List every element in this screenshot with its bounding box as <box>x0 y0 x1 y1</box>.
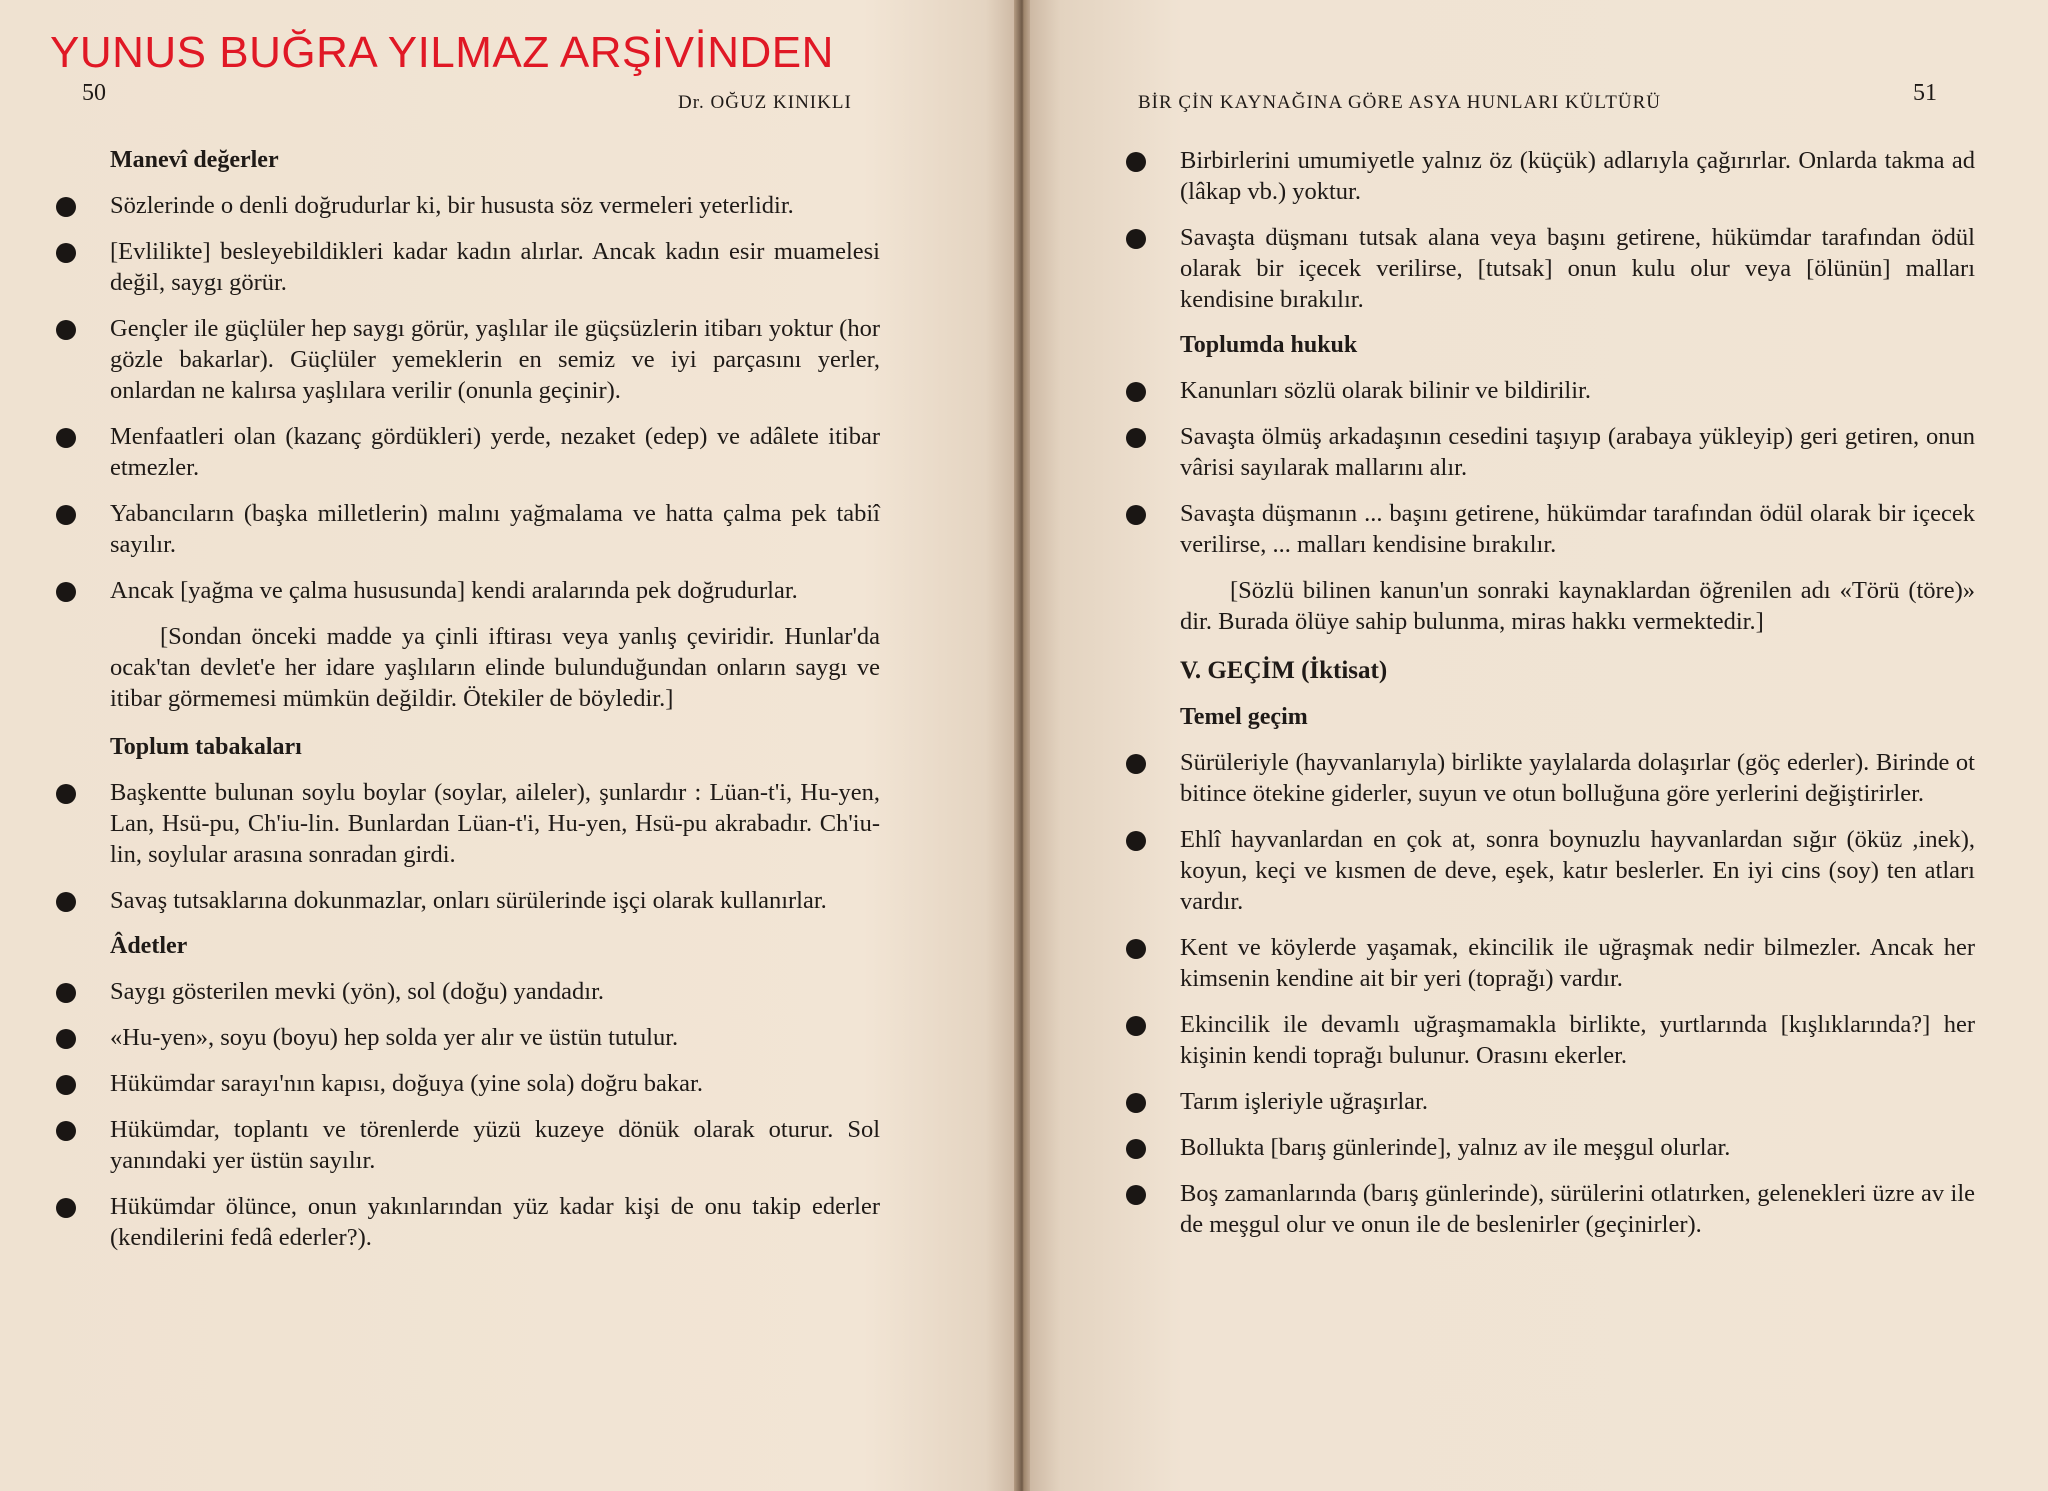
bullet-icon <box>56 1121 76 1141</box>
list-item <box>1180 1178 1975 1240</box>
list-item <box>1180 1132 1975 1163</box>
list-item <box>1180 747 1975 809</box>
list-item-text: «Hu-yen», soyu (boyu) hep solda yer alır ve üstün tutulur. <box>110 1024 679 1051</box>
list-item <box>110 190 880 221</box>
list-item <box>110 1068 880 1099</box>
list-item <box>1180 1009 1975 1071</box>
list-item-text: Savaşta düşmanın ... başını getirene, hükümdar tarafından ödül olarak bir içecek verilirse, ... malları kendisine bırakılır. <box>1180 500 1975 558</box>
list-item <box>110 498 880 560</box>
list-item <box>110 777 880 870</box>
subsection-heading: Temel geçim <box>1180 704 1308 730</box>
bullet-list <box>1180 747 1975 1240</box>
page-content <box>110 145 880 1268</box>
list-item-text: Yabancıların (başka milletlerin) malını yağmalama ve hatta çalma pek tabiî sayılır. <box>110 500 880 558</box>
list-item-text: Hükümdar ölünce, onun yakınlarından yüz kadar kişi de onu takip ederler (kendilerini fedâ ederler?). <box>110 1193 880 1251</box>
bullet-icon <box>1126 382 1146 402</box>
bullet-icon <box>1126 831 1146 851</box>
list-item <box>110 1191 880 1253</box>
list-item-text: Ehlî hayvanlardan en çok at, sonra boynuzlu hayvanlardan sığır (öküz ,inek), koyun, keçi ve kısmen de deve, eşek, katır beslerler. En iyi cins (soy) ten atları vardır. <box>1180 826 1975 915</box>
running-head: BİR ÇİN KAYNAĞINA GÖRE ASYA HUNLARI KÜLTÜRÜ <box>1138 92 1661 113</box>
list-item-text: Başkentte bulunan soylu boylar (soylar, aileler), şunlardır : Lüan-t'i, Hu-yen, Lan, Hsü-pu, Ch'iu-lin. Bunlardan Lüan-t'i, Hu-yen, Hsü-pu akrabadır. Ch'iu-lin, soylular arasına sonradan girdi. <box>110 779 880 868</box>
list-item <box>1180 222 1975 315</box>
list-item <box>1180 375 1975 406</box>
list-item-text: Savaşta düşmanı tutsak alana veya başını getirene, hükümdar tarafından ödül olarak bir içecek verilirse, [tutsak] onun kulu olur veya [ölünün] malları kendisine bırakılır. <box>1180 224 1975 313</box>
list-item-text: Menfaatleri olan (kazanç gördükleri) yerde, nezaket (edep) ve adâlete itibar etmezler. <box>110 423 880 481</box>
bullet-icon <box>1126 229 1146 249</box>
bullet-list <box>1180 145 1975 315</box>
bullet-icon <box>56 784 76 804</box>
list-item <box>1180 421 1975 483</box>
list-item-text: Saygı gösterilen mevki (yön), sol (doğu) yandadır. <box>110 978 604 1005</box>
bullet-list <box>110 190 880 606</box>
bullet-icon <box>1126 1139 1146 1159</box>
right-page <box>1030 0 2048 1491</box>
subsection-heading: Toplum tabakaları <box>110 734 302 760</box>
list-item-text: Boş zamanlarında (barış günlerinde), sürülerini otlatırken, gelenekleri üzre av ile de meşgul olur ve onun ile de beslenirler (geçinirler). <box>1180 1180 1975 1238</box>
editor-note: [Sondan önceki madde ya çinli iftirası veya yanlış çeviridir. Hunlar'da ocak'tan devlet'e her idare yaşlıların elinde bulunduğundan onların saygı ve itibar görmemesi mümkün değildir. Ötekiler de böyledir.] <box>110 623 880 712</box>
list-item <box>1180 932 1975 994</box>
list-item <box>110 313 880 406</box>
list-item-text: [Evlilikte] besleyebildikleri kadar kadın alırlar. Ancak kadın esir muamelesi değil, saygı görür. <box>110 238 880 296</box>
list-item-text: Sözlerinde o denli doğrudurlar ki, bir hususta söz vermeleri yeterlidir. <box>110 192 794 219</box>
bullet-list <box>110 777 880 916</box>
page-number: 51 <box>1913 80 1937 106</box>
list-item <box>1180 145 1975 207</box>
list-item <box>110 1022 880 1053</box>
subsection-heading: Âdetler <box>110 933 188 959</box>
list-item <box>110 575 880 606</box>
page-number: 50 <box>82 80 106 106</box>
bullet-icon <box>56 892 76 912</box>
running-head: Dr. OĞUZ KINIKLI <box>678 92 852 113</box>
list-item <box>110 885 880 916</box>
bullet-icon <box>1126 939 1146 959</box>
list-item <box>1180 824 1975 917</box>
bullet-icon <box>56 983 76 1003</box>
list-item-text: Kent ve köylerde yaşamak, ekincilik ile uğraşmak nedir bilmezler. Ancak her kimsenin kendine ait bir yeri (toprağı) vardır. <box>1180 934 1975 992</box>
bullet-icon <box>56 1075 76 1095</box>
list-item-text: Bollukta [barış günlerinde], yalnız av ile meşgul olurlar. <box>1180 1134 1731 1161</box>
bullet-icon <box>56 505 76 525</box>
bullet-icon <box>1126 1185 1146 1205</box>
list-item <box>110 1114 880 1176</box>
bullet-icon <box>56 1198 76 1218</box>
list-item <box>1180 1086 1975 1117</box>
list-item-text: Ancak [yağma ve çalma hususunda] kendi aralarında pek doğrudurlar. <box>110 577 798 604</box>
bullet-list <box>110 976 880 1253</box>
list-item-text: Birbirlerini umumiyetle yalnız öz (küçük) adlarıyla çağırırlar. Onlarda takma ad (lâkap vb.) yoktur. <box>1180 147 1975 205</box>
bullet-icon <box>56 197 76 217</box>
list-item-text: Gençler ile güçlüler hep saygı görür, yaşlılar ile güçsüzlerin itibarı yoktur (hor gözle bakarlar). Güçlüler yemeklerin en semiz ve iyi parçasını yerler, onlardan ne kalırsa yaşlılara verilir (onunla geçinir). <box>110 315 880 404</box>
page-content <box>1180 145 1975 1255</box>
list-item-text: Hükümdar sarayı'nın kapısı, doğuya (yine sola) doğru bakar. <box>110 1070 703 1097</box>
bullet-icon <box>1126 505 1146 525</box>
bullet-icon <box>56 428 76 448</box>
list-item-text: Tarım işleriyle uğraşırlar. <box>1180 1088 1428 1115</box>
subsection-heading: Manevî değerler <box>110 147 279 173</box>
bullet-icon <box>1126 1016 1146 1036</box>
list-item-text: Hükümdar, toplantı ve törenlerde yüzü kuzeye dönük olarak oturur. Sol yanındaki yer üstün sayılır. <box>110 1116 880 1174</box>
list-item <box>1180 498 1975 560</box>
bullet-icon <box>56 320 76 340</box>
bullet-icon <box>1126 152 1146 172</box>
bullet-icon <box>1126 428 1146 448</box>
subsection-heading: Toplumda hukuk <box>1180 332 1358 358</box>
bullet-icon <box>56 243 76 263</box>
editor-note: [Sözlü bilinen kanun'un sonraki kaynaklardan öğrenilen adı «Törü (töre)» dir. Burada ölüye sahip bulunma, miras hakkı vermektedir.] <box>1180 577 1975 635</box>
bullet-icon <box>1126 1093 1146 1113</box>
bullet-icon <box>1126 754 1146 774</box>
list-item <box>110 976 880 1007</box>
list-item <box>110 421 880 483</box>
bullet-icon <box>56 1029 76 1049</box>
bullet-list <box>1180 375 1975 560</box>
bullet-icon <box>56 582 76 602</box>
list-item-text: Ekincilik ile devamlı uğraşmamakla birlikte, yurtlarında [kışlıklarında?] her kişinin kendi toprağı bulunur. Orasını ekerler. <box>1180 1011 1975 1069</box>
watermark: YUNUS BUĞRA YILMAZ ARŞİVİNDEN <box>50 28 834 77</box>
left-page <box>0 0 1016 1491</box>
section-heading: V. GEÇİM (İktisat) <box>1180 657 1388 684</box>
list-item <box>110 236 880 298</box>
list-item-text: Sürüleriyle (hayvanlarıyla) birlikte yaylalarda dolaşırlar (göç ederler). Birinde ot bitince ötekine giderler, suyun ve otun bolluğuna göre yerlerini değiştirirler. <box>1180 749 1975 807</box>
list-item-text: Kanunları sözlü olarak bilinir ve bildirilir. <box>1180 377 1591 404</box>
list-item-text: Savaş tutsaklarına dokunmazlar, onları sürülerinde işçi olarak kullanırlar. <box>110 887 827 914</box>
list-item-text: Savaşta ölmüş arkadaşının cesedini taşıyıp (arabaya yükleyip) geri getiren, onun vârisi sayılarak mallarını alır. <box>1180 423 1975 481</box>
